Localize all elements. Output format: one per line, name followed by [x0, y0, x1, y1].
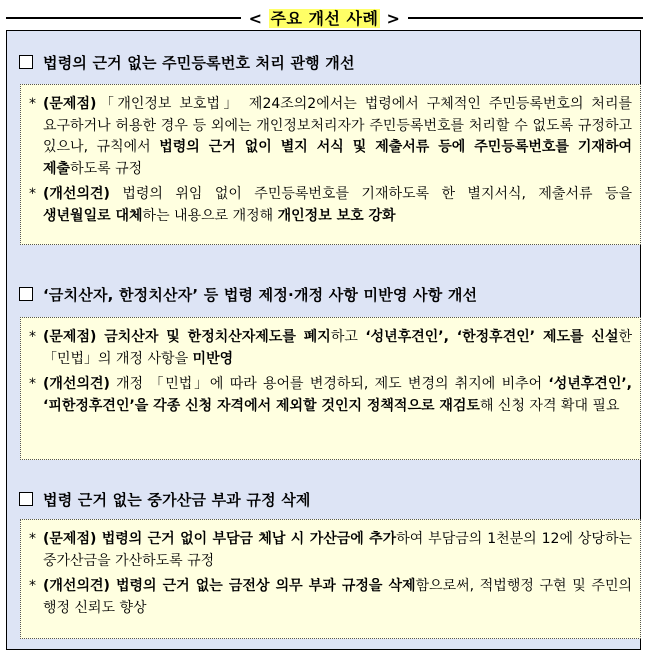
item-text-segment: 생년월일로 대체 — [43, 207, 143, 224]
section-3-item-1 — [29, 529, 632, 572]
content-frame — [6, 30, 641, 650]
section-3-item-2 — [29, 576, 632, 619]
item-text-segment: 개인정보 보호 강화 — [277, 207, 396, 224]
section-1-item-2 — [29, 184, 632, 227]
item-text-segment: 한 「민법」의 개정 사항을 — [43, 329, 633, 367]
item-text-segment: ‘성년후견인’, ‘한정후견인’ 제도를 신설 — [365, 329, 619, 345]
bullet-star: * — [29, 578, 36, 594]
section-1-box — [20, 84, 641, 245]
section-1-item-1 — [29, 94, 632, 180]
title-bracket-right: > — [380, 9, 401, 28]
section-2-box — [20, 317, 641, 460]
item-text-segment: 하는 내용으로 개정해 — [142, 207, 278, 224]
section-2-item-1 — [29, 327, 632, 370]
section-2-item-2 — [29, 374, 632, 417]
item-text-segment: (문제점) 금치산자 및 한정치산자제도를 폐지 — [43, 329, 331, 345]
section-2-heading: ‘금치산자, 한정치산자’ 등 법령 제정·개정 사항 미반영 사항 개선 — [19, 284, 477, 305]
item-text-segment: (개선의견) 법령의 근거 없는 금전상 의무 부과 규정을 삭제 — [43, 578, 416, 594]
bullet-star: * — [29, 376, 36, 392]
item-text-segment: 함으로써, 적법행정 구현 및 주민의 행정 신뢰도 향상 — [43, 578, 633, 616]
section-3-heading: 법령 근거 없는 중가산금 부과 규정 삭제 — [19, 489, 311, 510]
item-text-segment: (문제점) 법령의 근거 없이 부담금 체납 시 가산금에 추가 — [43, 531, 397, 547]
item-text-segment: (개선의견) — [43, 186, 110, 202]
checkbox-square-icon — [19, 492, 33, 506]
title-text: 주요 개선 사례 — [270, 9, 379, 28]
bullet-star: * — [29, 329, 36, 345]
item-text-segment: 하여 부담금의 1천분의 12에 상당하는 중가산금을 가산하도록 규정 — [43, 531, 632, 569]
item-text-segment: 미반영 — [192, 350, 234, 367]
bullet-star: * — [29, 96, 36, 112]
section-1-heading: 법령의 근거 없는 주민등록번호 처리 관행 개선 — [19, 52, 355, 73]
item-text-segment: 법령의 위임 없이 주민등록번호를 기재하도록 한 별지서식, 제출서류 등을 — [109, 186, 632, 202]
item-text-segment: (개선의견) — [43, 376, 110, 392]
item-text-segment: 하고 — [330, 329, 366, 345]
title-bracket-left: < — [248, 9, 269, 28]
checkbox-square-icon — [19, 55, 33, 69]
section-3-box — [20, 519, 641, 639]
item-text-segment: (문제점) — [43, 96, 97, 112]
checkbox-square-icon — [19, 287, 33, 301]
bullet-star: * — [29, 531, 36, 547]
item-text-segment: 하도록 규정 — [70, 160, 143, 177]
title — [0, 6, 649, 29]
bullet-star: * — [29, 186, 36, 202]
item-text-segment: 개정 「민법」에 따라 용어를 변경하되, 제도 변경의 취지에 비추어 — [109, 376, 549, 392]
item-text-segment: 「개인정보 보호법」 제24조의2에서는 법령에서 구체적인 주민등록번호의 처리를 요구하거나 허용한 경우 등 외에는 개인정보처리자가 주민등록번호를 처리할 수 없도록 규정하고 있으나, 규칙에서 — [43, 96, 632, 155]
item-text-segment: 해 신청 자격 확대 필요 — [479, 397, 620, 414]
item-text-segment: 법령의 근거 없이 별지 서식 및 제출서류 등에 주민등록번호를 기재하여 제출 — [43, 139, 632, 177]
item-text-segment: ‘성년후견인’, ‘피한정후견인’을 각종 신청 자격에서 제외할 것인지 정책적으로 재검토 — [43, 376, 632, 414]
